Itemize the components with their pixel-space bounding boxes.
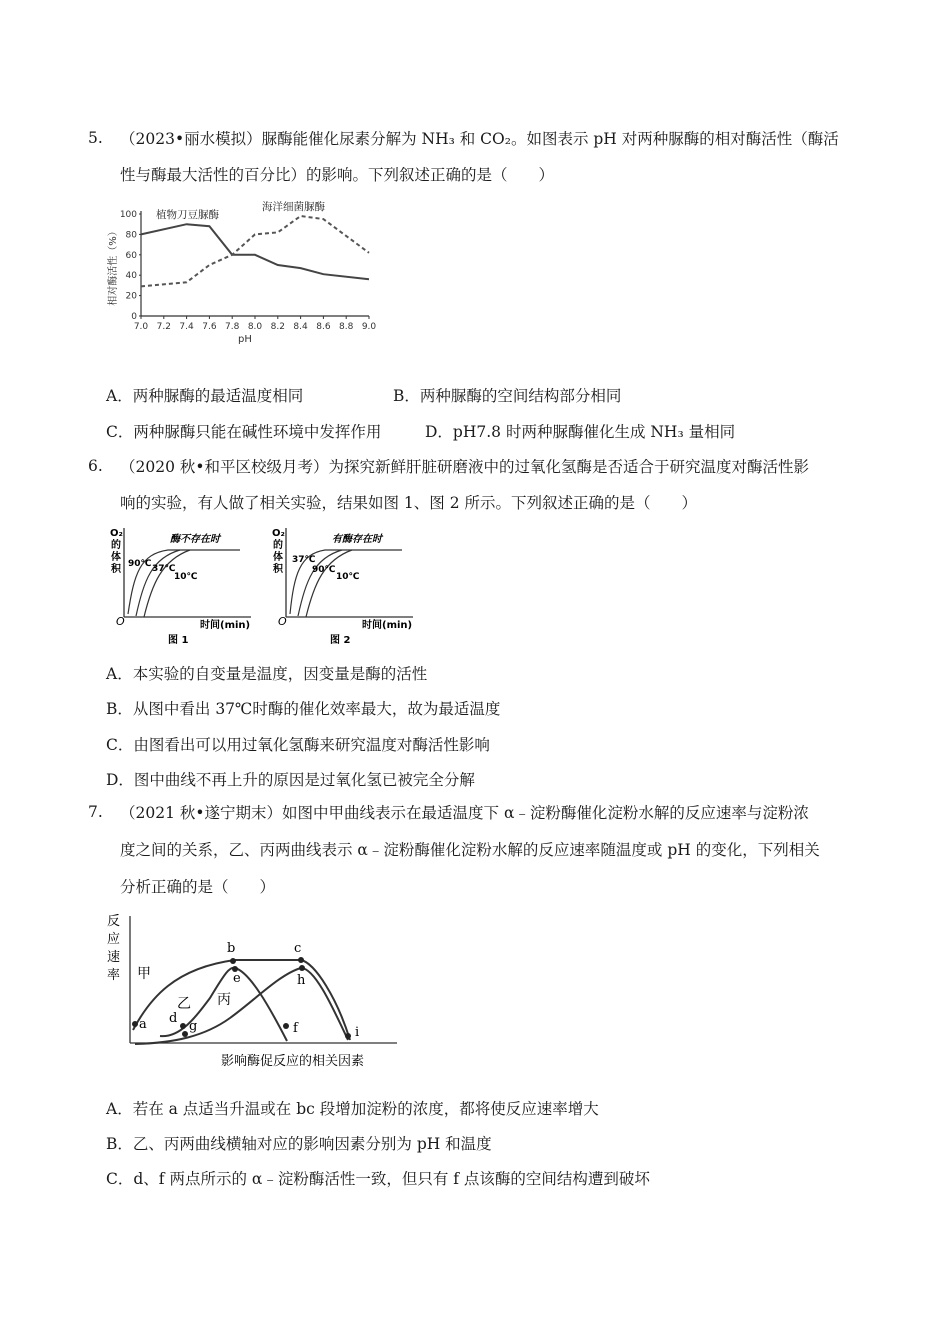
- q5-xtick-label: 8.8: [339, 322, 354, 332]
- q5-ytick-label: 0: [131, 312, 137, 322]
- q6-fig1-label-90: 90℃: [128, 559, 152, 569]
- q7-ylabel-1: 反: [107, 914, 121, 929]
- q6-fig2-label-10: 10℃: [336, 572, 360, 582]
- q6-option-c[interactable]: C．由图看出可以用过氧化氢酶来研究温度对酶活性影响: [106, 736, 490, 754]
- q6-figure-1: [108, 524, 256, 646]
- q5-xtick-label: 8.6: [316, 322, 331, 332]
- q7-ylabel-4: 率: [107, 968, 121, 983]
- q5-ph-chart: [104, 196, 394, 348]
- q5-series2-label: 海洋细菌脲酶: [262, 201, 325, 213]
- q5-chart-xlabel: pH: [238, 334, 252, 345]
- q6-fig2-ylabel-1: O₂: [272, 528, 285, 539]
- q7-stem-line3: 分析正确的是（ ）: [120, 878, 276, 896]
- q5-series1-label: 植物刀豆脲酶: [156, 209, 219, 221]
- q5-xtick-label: 7.4: [179, 322, 194, 332]
- q6-fig2-ylabel-2: 的: [273, 540, 283, 551]
- q5-option-c[interactable]: C．两种脲酶只能在碱性环境中发挥作用: [106, 423, 382, 441]
- q6-fig1-label-37: 37℃: [152, 564, 176, 574]
- q5-option-a[interactable]: A．两种脲酶的最适温度相同: [106, 387, 304, 405]
- q7-ylabel-2: 应: [107, 932, 121, 947]
- q6-option-d[interactable]: D．图中曲线不再上升的原因是过氧化氢已被完全分解: [106, 771, 475, 789]
- q7-point-d: d: [169, 1011, 178, 1026]
- q6-figure-2: [270, 524, 418, 646]
- q6-fig1-ylabel-2: 的: [111, 540, 121, 551]
- q5-option-d[interactable]: D．pH7.8 时两种脲酶催化生成 NH₃ 量相同: [425, 423, 736, 441]
- q7-curve-jia-label: 甲: [137, 966, 151, 982]
- q7-stem-line1: （2021 秋•遂宁期末）如图中甲曲线表示在最适温度下 α﹣淀粉酶催化淀粉水解的反应速率与淀粉浓: [120, 804, 809, 822]
- q5-option-b[interactable]: B．两种脲酶的空间结构部分相同: [393, 387, 622, 405]
- q6-number: 6.: [88, 457, 103, 475]
- q5-xtick-label: 7.8: [225, 322, 240, 332]
- q6-fig1-label-10: 10℃: [174, 572, 198, 582]
- q5-xtick-label: 7.6: [202, 322, 217, 332]
- q5-xtick-label: 9.0: [361, 322, 377, 332]
- q5-xtick-label: 8.0: [247, 322, 263, 332]
- q6-fig2-origin: O: [278, 615, 287, 628]
- q6-fig2-label-37: 37℃: [292, 555, 316, 565]
- q6-option-a[interactable]: A．本实验的自变量是温度，因变量是酶的活性: [106, 665, 428, 683]
- q6-fig2-ylabel-3: 体: [273, 552, 283, 563]
- q6-fig1-title: 酶不存在时: [170, 534, 220, 545]
- q5-ytick-label: 100: [119, 210, 137, 220]
- q7-point-e: e: [233, 971, 241, 986]
- q7-stem-line2: 度之间的关系，乙、丙两曲线表示 α﹣淀粉酶催化淀粉水解的反应速率随温度或 pH 的变化，下列相关: [120, 841, 820, 859]
- q6-fig1-ylabel-1: O₂: [110, 528, 123, 539]
- q7-option-a[interactable]: A．若在 a 点适当升温或在 bc 段增加淀粉的浓度，都将使反应速率增大: [106, 1100, 599, 1118]
- q7-curve-bing-label: 丙: [217, 992, 231, 1008]
- q7-point-c: c: [294, 941, 302, 956]
- q7-reaction-rate-figure: [105, 908, 405, 1078]
- q6-fig2-ylabel-4: 积: [273, 564, 283, 575]
- q5-xtick-label: 7.2: [156, 322, 171, 332]
- q6-fig2-xlabel: 时间(min): [362, 620, 413, 631]
- q7-point-b: b: [227, 941, 236, 956]
- q6-stem-line2: 响的实验，有人做了相关实验，结果如图 1、图 2 所示。下列叙述正确的是（ ）: [120, 494, 698, 512]
- q5-ytick-label: 60: [125, 250, 137, 261]
- q7-curve-yi-label: 乙: [177, 996, 191, 1012]
- q5-ytick-label: 40: [125, 271, 137, 282]
- q5-xtick-label: 7.0: [133, 322, 149, 332]
- q5-ytick-label: 80: [125, 230, 137, 241]
- q7-point-a: a: [139, 1017, 147, 1032]
- q7-option-b[interactable]: B．乙、丙两曲线横轴对应的影响因素分别为 pH 和温度: [106, 1135, 492, 1153]
- q7-point-f: f: [293, 1021, 298, 1036]
- q5-stem-line2: 性与酶最大活性的百分比）的影响。下列叙述正确的是（ ）: [120, 166, 555, 184]
- q5-chart-ylabel: 相对酶活性（%）: [108, 226, 119, 306]
- q5-ytick-label: 20: [125, 291, 137, 302]
- q5-stem-line1: （2023•丽水模拟）脲酶能催化尿素分解为 NH₃ 和 CO₂。如图表示 pH 对两种脲酶的相对酶活性（酶活: [120, 130, 839, 148]
- q5-xtick-label: 8.2: [270, 322, 285, 332]
- q7-point-i: i: [355, 1025, 360, 1040]
- q5-series-line-daodou: [141, 224, 369, 279]
- q6-option-b[interactable]: B．从图中看出 37℃时酶的催化效率最大，故为最适温度: [106, 700, 501, 718]
- q6-fig1-xlabel: 时间(min): [200, 620, 251, 631]
- q5-xtick-label: 8.4: [293, 322, 308, 332]
- q6-fig1-caption: 图 1: [168, 635, 189, 646]
- q6-fig1-ylabel-3: 体: [111, 552, 121, 563]
- q7-xlabel: 影响酶促反应的相关因素: [221, 1054, 365, 1069]
- q7-point-g: g: [189, 1019, 198, 1034]
- q6-stem-line1: （2020 秋•和平区校级月考）为探究新鲜肝脏研磨液中的过氧化氢酶是否适合于研究温度对酶活性影: [120, 458, 810, 476]
- q7-option-c[interactable]: C．d、f 两点所示的 α﹣淀粉酶活性一致，但只有 f 点该酶的空间结构遭到破坏: [106, 1170, 650, 1188]
- q7-ylabel-3: 速: [107, 950, 121, 965]
- q6-fig2-title: 有酶存在时: [332, 534, 382, 545]
- q6-fig2-label-90: 90℃: [312, 565, 336, 575]
- q6-fig2-caption: 图 2: [330, 635, 351, 646]
- q6-fig1-origin: O: [116, 615, 125, 628]
- q7-number: 7.: [88, 803, 103, 821]
- q5-number: 5.: [88, 129, 103, 147]
- q6-fig1-ylabel-4: 积: [111, 564, 121, 575]
- q7-point-h: h: [297, 973, 306, 988]
